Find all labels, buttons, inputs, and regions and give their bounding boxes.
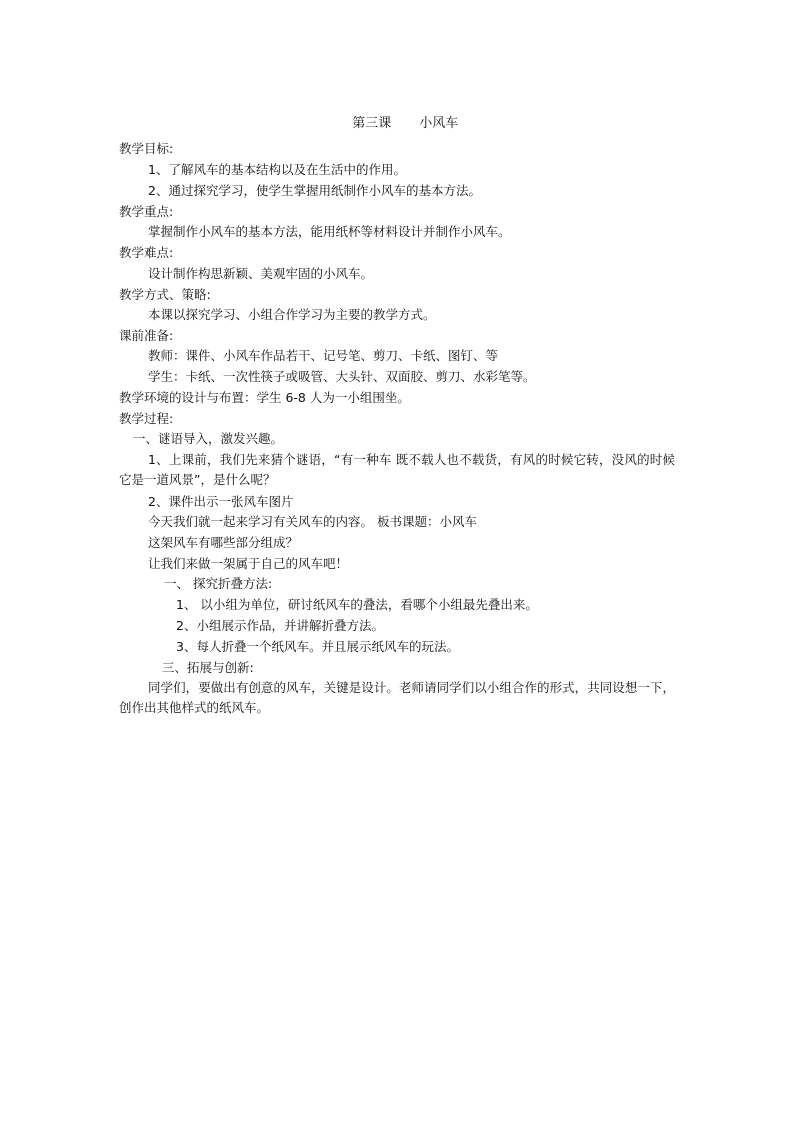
- riddle-paragraph: 1、上课前，我们先来猜个谜语，“有一种车 既不载人也不载货，有风的时候它转，没风的时候它是一道风景”，是什么呢？: [119, 452, 675, 487]
- title-lesson: 第三课: [352, 116, 392, 131]
- lets-make-text: 让我们来做一架属于自己的风车吧！: [148, 556, 349, 571]
- extension-paragraph: 同学们，要做出有创意的风车，关键是设计。老师请同学们以小组合作的形式，共同设想一下，创作出其他样式的纸风车。: [119, 680, 675, 715]
- objective-1: 1、了解风车的基本结构以及在生活中的作用。: [148, 162, 406, 177]
- parts-question: 这架风车有哪些部分组成？: [148, 535, 299, 550]
- preparation-teacher: 教师：课件、小风车作品若干、记号笔、剪刀、卡纸、图钉、等: [148, 348, 499, 363]
- difficulties-heading: 教学难点:: [119, 245, 174, 260]
- objectives-heading: 教学目标:: [119, 141, 174, 156]
- section-3-heading: 三、拓展与创新:: [162, 660, 254, 675]
- step-2: 2、小组展示作品，并讲解折叠方法。: [176, 618, 384, 633]
- key-points-heading: 教学重点:: [119, 204, 174, 219]
- methods-heading: 教学方式、策略:: [119, 287, 211, 302]
- section-1-heading: 一、谜语导入，激发兴趣。: [133, 431, 284, 446]
- step-3: 3、每人折叠一个纸风车。并且展示纸风车的玩法。: [176, 639, 459, 654]
- methods-text: 本课以探究学习、小组合作学习为主要的教学方式。: [148, 307, 436, 322]
- objective-2: 2、通过探究学习，使学生掌握用纸制作小风车的基本方法。: [148, 183, 481, 198]
- preparation-student: 学生：卡纸、一次性筷子或吸管、大头针、双面胶、剪刀、水彩笔等。: [148, 369, 536, 384]
- preparation-heading: 课前准备:: [119, 328, 174, 343]
- title-name: 小风车: [419, 116, 459, 131]
- process-heading: 教学过程:: [119, 411, 174, 426]
- section-2-heading: 一、 探究折叠方法:: [164, 576, 273, 591]
- courseware-text: 2、课件出示一张风车图片: [148, 494, 294, 509]
- difficulties-text: 设计制作构思新颖、美观牢固的小风车。: [148, 266, 374, 281]
- step-1: 1、 以小组为单位，研讨纸风车的叠法，看哪个小组最先叠出来。: [176, 597, 538, 612]
- today-text: 今天我们就一起来学习有关风车的内容。 板书课题：小风车: [148, 514, 477, 529]
- environment-text: 教学环境的设计与布置：学生 6-8 人为一小组围坐。: [119, 390, 410, 405]
- key-points-text: 掌握制作小风车的基本方法，能用纸杯等材料设计并制作小风车。: [148, 224, 511, 239]
